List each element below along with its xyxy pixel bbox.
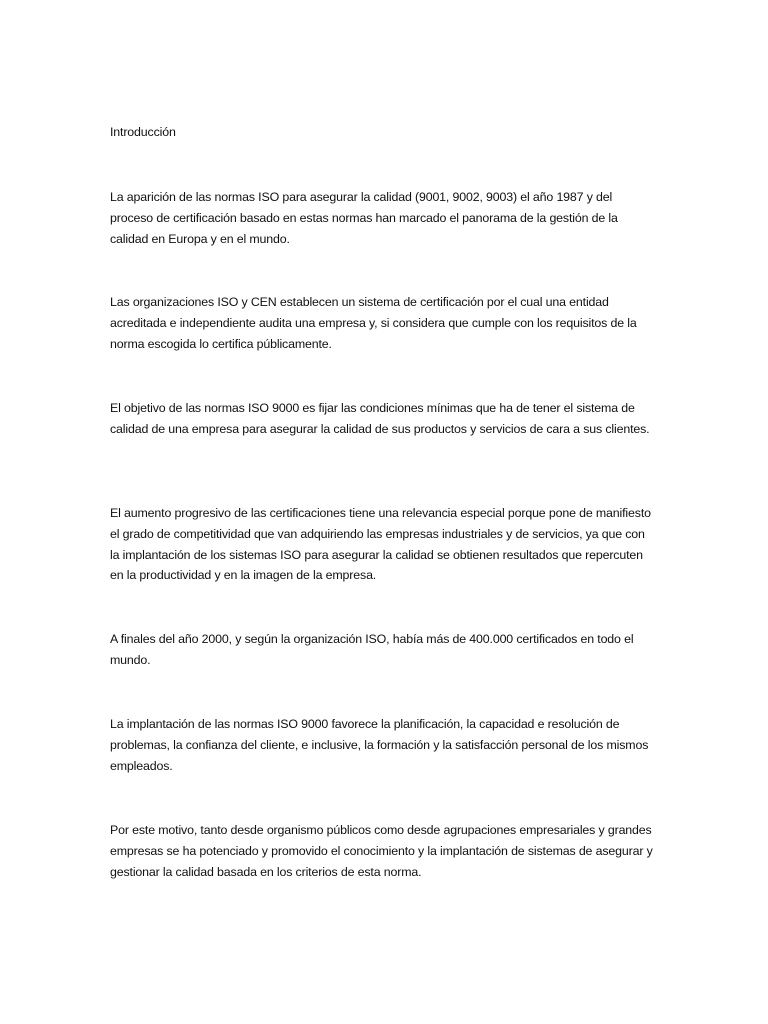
document-title: Introducción xyxy=(110,125,176,139)
paragraph-2: Las organizaciones ISO y CEN establecen un sistema de certificación por el cual una entidad acreditada e independiente audita una empresa y, si considera que cumple con los requisitos de la norma escogida lo certifica públicamente. xyxy=(110,295,637,351)
paragraph-5: A finales del año 2000, y según la organización ISO, había más de 400.000 certificados en todo el mundo. xyxy=(110,632,634,667)
paragraph-7: Por este motivo, tanto desde organismo públicos como desde agrupaciones empresariales y grandes empresas se ha potenciado y promovido el conocimiento y la implantación de sistemas de asegurar y gestionar la calidad basada en los criterios de esta norma. xyxy=(110,823,653,879)
paragraph-6: La implantación de las normas ISO 9000 favorece la planificación, la capacidad e resolución de problemas, la confianza del cliente, e inclusive, la formación y la satisfacción personal de los mismos empleados. xyxy=(110,717,649,773)
paragraph-4: El aumento progresivo de las certificaciones tiene una relevancia especial porque pone de manifiesto el grado de competitividad que van adquiriendo las empresas industriales y de servicios, ya que con la implantación de los sistemas ISO para asegurar la calidad se obtienen resultados que repercuten en la productividad y en la imagen de la empresa. xyxy=(110,506,651,583)
paragraph-3: El objetivo de las normas ISO 9000 es fijar las condiciones mínimas que ha de tener el sistema de calidad de una empresa para asegurar la calidad de sus productos y servicios de cara a sus clientes. xyxy=(110,401,650,436)
paragraph-1: La aparición de las normas ISO para asegurar la calidad (9001, 9002, 9003) el año 1987 y del proceso de certificación basado en estas normas han marcado el panorama de la gestión de la calidad en Europa y en el mundo. xyxy=(110,190,618,246)
